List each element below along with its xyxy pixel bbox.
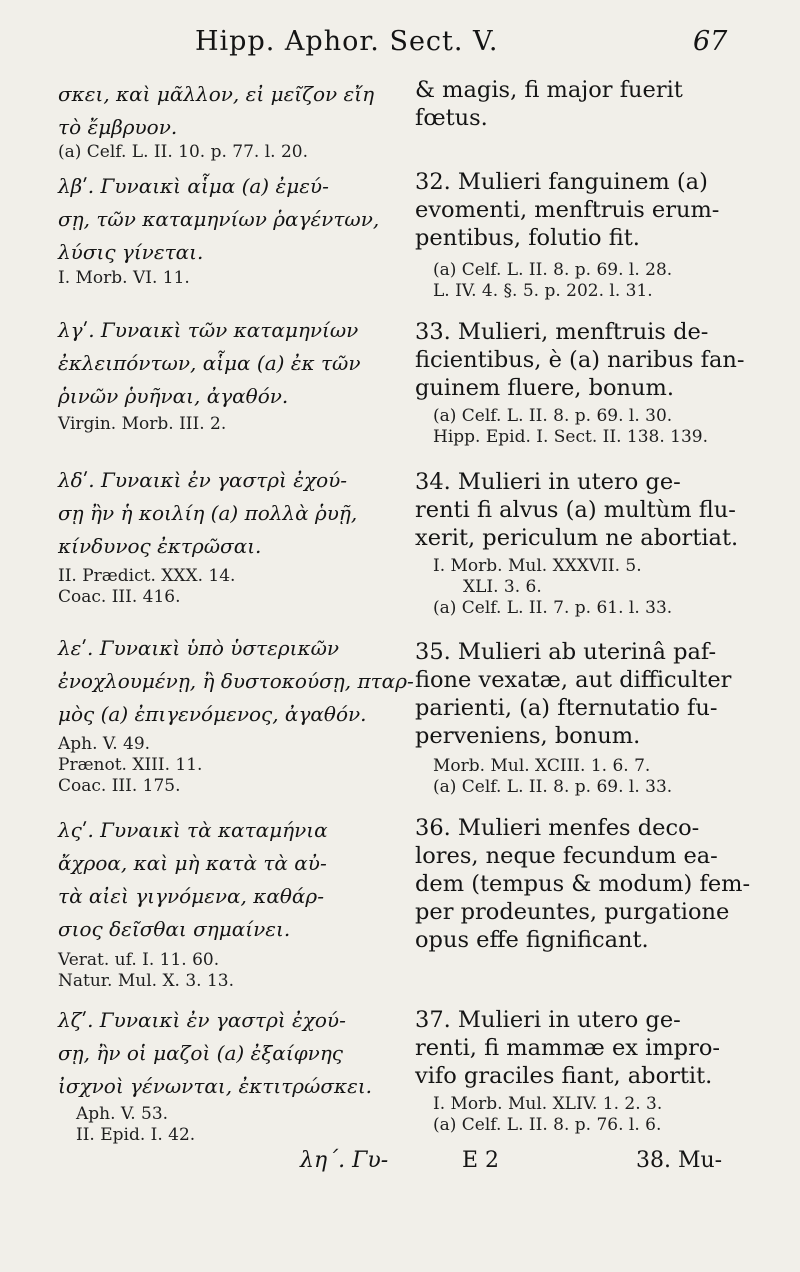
latin-line: parienti, (a) fternutatio fu- xyxy=(415,695,718,721)
latin-line: xerit, periculum ne abortiat. xyxy=(415,525,739,551)
latin-line: fione vexatæ, aut difficulter xyxy=(415,667,732,693)
greek-reference xyxy=(58,566,235,608)
greek-line: σῃ, τῶν καταμηνίων ῥαγέντων, xyxy=(58,207,380,231)
reference-line: I. Morb. VI. 11. xyxy=(58,268,190,288)
reference-line: Hipp. Epid. I. Sect. II. 138. 139. xyxy=(433,427,708,447)
latin-reference xyxy=(415,260,672,302)
signature-mark: E 2 xyxy=(462,1148,500,1173)
latin-line: pentibus, folutio fit. xyxy=(415,225,640,251)
greek-aphorism-35 xyxy=(58,632,414,731)
greek-line: ἰσχνοὶ γένωνται, ἐκτιτρώσκει. xyxy=(58,1074,373,1098)
greek-reference xyxy=(58,142,308,163)
greek-line: τὰ αἰεὶ γιγνόμενα, καθάρ- xyxy=(58,884,324,908)
latin-aphorism-36 xyxy=(415,814,750,954)
latin-line: renti, fi mammæ ex impro- xyxy=(415,1035,720,1061)
latin-line: perveniens, bonum. xyxy=(415,723,641,749)
greek-line: λύσις γίνεται. xyxy=(58,240,204,264)
greek-line: τὸ ἔμβρυον. xyxy=(58,115,178,139)
latin-aphorism-35 xyxy=(415,638,731,750)
greek-continuation xyxy=(58,78,374,144)
greek-aphorism-32 xyxy=(58,170,379,269)
greek-line: ἐνοχλουμένῃ, ἢ δυστοκούσῃ, πταρ- xyxy=(58,669,414,693)
reference-line: (a) Celf. L. II. 8. p. 69. l. 28. xyxy=(433,260,673,280)
latin-reference xyxy=(415,406,708,448)
greek-line: λςʹ. Γυναικὶ τὰ καταμήνια xyxy=(58,818,328,842)
latin-line: evomenti, menftruis erum- xyxy=(415,197,720,223)
greek-line: ἐκλειπόντων, αἷμα (a) ἐκ τῶν xyxy=(58,351,361,375)
latin-line: 37. Mulieri in utero ge- xyxy=(415,1007,681,1033)
latin-aphorism-34 xyxy=(415,468,738,552)
greek-catchword: λη΄. Γυ- xyxy=(300,1148,389,1173)
greek-reference xyxy=(58,268,190,289)
greek-line: κίνδυνος ἐκτρῶσαι. xyxy=(58,534,262,558)
greek-reference xyxy=(58,950,234,992)
greek-reference xyxy=(58,414,226,435)
greek-line: σιος δεῖσθαι σημαίνει. xyxy=(58,917,291,941)
latin-catchword: 38. Mu- xyxy=(636,1148,723,1173)
greek-line: σῃ, ἢν οἱ μαζοὶ (a) ἐξαίφνης xyxy=(58,1041,343,1065)
reference-line: I. Morb. Mul. XLIV. 1. 2. 3. xyxy=(433,1094,663,1114)
reference-line: (a) Celf. L. II. 8. p. 69. l. 30. xyxy=(433,406,673,426)
reference-line: Natur. Mul. X. 3. 13. xyxy=(58,971,235,991)
greek-line: σῃ ἢν ἡ κοιλίη (a) πολλὰ ῥυῇ, xyxy=(58,501,358,525)
latin-reference xyxy=(415,556,672,619)
greek-reference xyxy=(58,734,202,797)
running-title: Hipp. Aphor. Sect. V. xyxy=(195,26,499,57)
latin-line: lores, neque fecundum ea- xyxy=(415,843,718,869)
reference-line: Morb. Mul. XCIII. 1. 6. 7. xyxy=(433,756,651,776)
reference-line: II. Prædict. XXX. 14. xyxy=(58,566,236,586)
page-number: 67 xyxy=(693,26,728,57)
latin-line: per prodeuntes, purgatione xyxy=(415,899,730,925)
reference-line: L. IV. 4. §. 5. p. 202. l. 31. xyxy=(433,281,653,301)
reference-line: (a) Celf. L. II. 10. p. 77. l. 20. xyxy=(58,142,308,162)
reference-line: Aph. V. 49. xyxy=(58,734,151,754)
greek-reference xyxy=(58,1104,195,1146)
latin-line: ficientibus, è (a) naribus fan- xyxy=(415,347,745,373)
latin-line: vifo graciles fiant, abortit. xyxy=(415,1063,713,1089)
latin-line: dem (tempus & modum) fem- xyxy=(415,871,751,897)
latin-line: guinem fluere, bonum. xyxy=(415,375,674,401)
latin-line: 32. Mulieri fanguinem (a) xyxy=(415,169,708,195)
greek-line: ἄχροα, καὶ μὴ κατὰ τὰ αὐ- xyxy=(58,851,327,875)
latin-line: 34. Mulieri in utero ge- xyxy=(415,469,681,495)
latin-continuation xyxy=(415,76,683,132)
latin-reference xyxy=(415,756,672,798)
latin-line: 33. Mulieri, menftruis de- xyxy=(415,319,709,345)
reference-line: Verat. uf. I. 11. 60. xyxy=(58,950,220,970)
greek-aphorism-34 xyxy=(58,464,357,563)
reference-line: Prænot. XIII. 11. xyxy=(58,755,203,775)
reference-line: Aph. V. 53. xyxy=(76,1104,169,1124)
greek-aphorism-37 xyxy=(58,1004,372,1103)
greek-line: σκει, καὶ μᾶλλον, εἰ μεῖζον εἴη xyxy=(58,82,375,106)
reference-line: (a) Celf. L. II. 8. p. 76. l. 6. xyxy=(433,1115,662,1135)
latin-line: opus effe fignificant. xyxy=(415,927,649,953)
greek-line: ῥινῶν ῥυῆναι, ἀγαθόν. xyxy=(58,384,289,408)
reference-line: Virgin. Morb. III. 2. xyxy=(58,414,227,434)
latin-line: renti fi alvus (a) multùm flu- xyxy=(415,497,736,523)
greek-aphorism-33 xyxy=(58,314,361,413)
latin-aphorism-32 xyxy=(415,168,719,252)
latin-line: & magis, fi major fuerit xyxy=(415,77,683,103)
greek-aphorism-36 xyxy=(58,814,328,946)
reference-line: Coac. III. 175. xyxy=(58,776,181,796)
greek-line: λεʹ. Γυναικὶ ὑπὸ ὑστερικῶν xyxy=(58,636,340,660)
greek-line: μὸς (a) ἐπιγενόμενος, ἀγαθόν. xyxy=(58,702,367,726)
greek-line: λβʹ. Γυναικὶ αἷμα (a) ἐμεύ- xyxy=(58,174,329,198)
running-header xyxy=(0,18,800,62)
latin-aphorism-33 xyxy=(415,318,744,402)
greek-line: λδʹ. Γυναικὶ ἐν γαστρὶ ἐχού- xyxy=(58,468,348,492)
greek-line: λζʹ. Γυναικὶ ἐν γαστρὶ ἐχού- xyxy=(58,1008,346,1032)
latin-line: 36. Mulieri menfes deco- xyxy=(415,815,700,841)
reference-line: (a) Celf. L. II. 7. p. 61. l. 33. xyxy=(433,598,673,618)
latin-aphorism-37 xyxy=(415,1006,720,1090)
latin-reference xyxy=(415,1094,662,1136)
greek-line: λγʹ. Γυναικὶ τῶν καταμηνίων xyxy=(58,318,359,342)
reference-line: (a) Celf. L. II. 8. p. 69. l. 33. xyxy=(433,777,673,797)
reference-line: I. Morb. Mul. XXXVII. 5. xyxy=(433,556,642,576)
latin-line: 35. Mulieri ab uterinâ paf- xyxy=(415,639,717,665)
reference-line: Coac. III. 416. xyxy=(58,587,181,607)
reference-line: II. Epid. I. 42. xyxy=(76,1125,196,1145)
latin-line: fœtus. xyxy=(415,105,488,131)
reference-line: XLI. 3. 6. xyxy=(463,577,542,597)
